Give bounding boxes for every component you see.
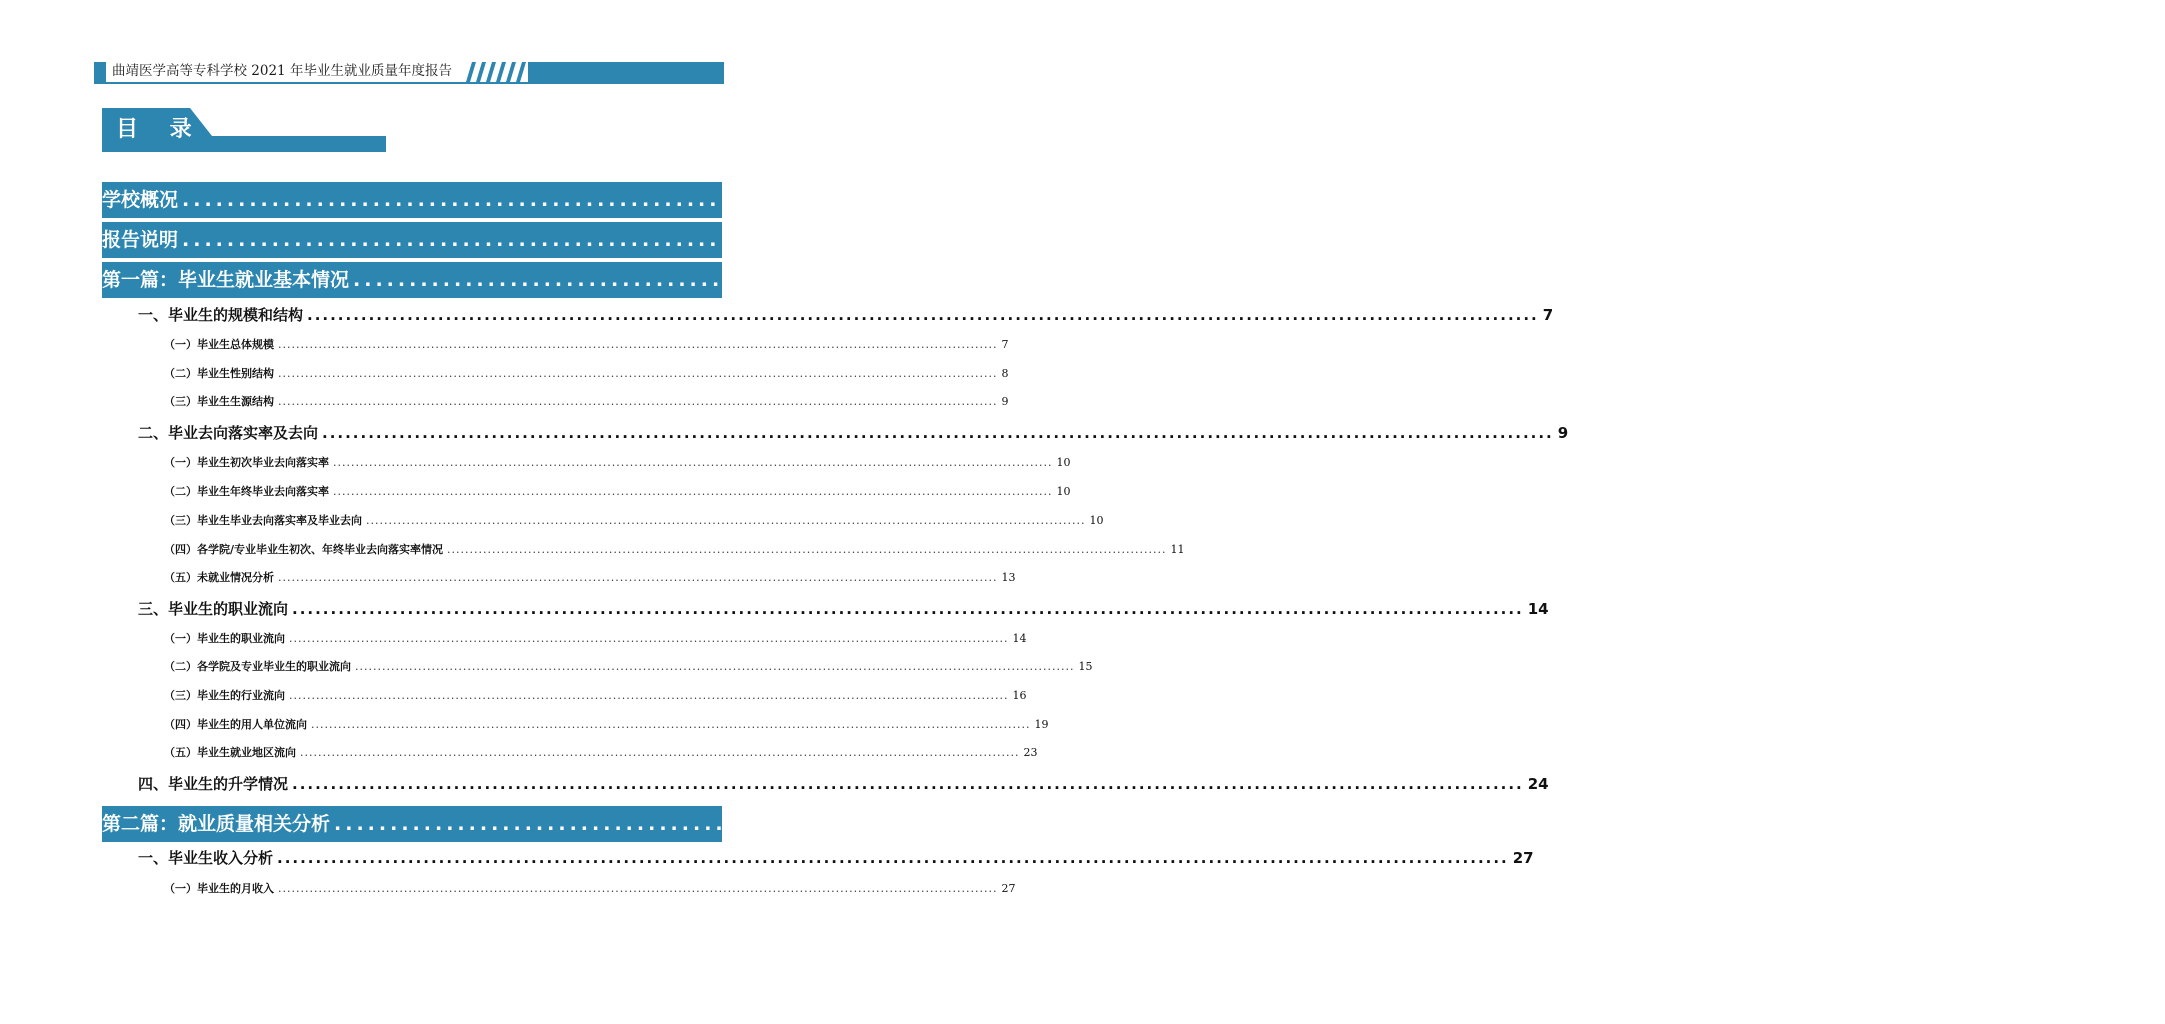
toc-page-number: 13 xyxy=(1001,571,1016,584)
toc-page-number: 1 xyxy=(1980,189,1995,211)
toc-entry-label: 四、毕业生的升学情况 xyxy=(138,775,289,793)
header-bar xyxy=(528,62,724,82)
toc-subsection-row[interactable] xyxy=(164,686,1027,706)
toc-entry-label: 二、毕业去向落实率及去向 xyxy=(138,424,319,442)
toc-title: 目 录 xyxy=(116,117,204,142)
toc-section-row[interactable] xyxy=(138,846,1534,870)
toc-leader-dots: ................................................................................................................................................................ xyxy=(334,813,2129,835)
toc-page-number: 27 xyxy=(1512,849,1534,867)
toc-leader-dots: ................................................................................................................................................................ xyxy=(353,269,2148,291)
toc-page-number: 23 xyxy=(1023,746,1038,759)
toc-entry-label: 三、毕业生的职业流向 xyxy=(138,600,289,618)
toc-leader-dots: ................................................................................................................................................................ xyxy=(311,718,1031,731)
toc-subsection-row[interactable] xyxy=(164,511,1104,531)
toc-chapter-row[interactable] xyxy=(102,806,2160,842)
toc-entry-label: （一）毕业生初次毕业去向落实率 xyxy=(164,456,329,469)
toc-page-number: 7 xyxy=(1001,338,1009,351)
header-title: 曲靖医学高等专科学校 2021 年毕业生就业质量年度报告 xyxy=(112,63,452,79)
toc-page-number: 9 xyxy=(1001,395,1009,408)
toc-leader-dots: ................................................................................................................................................................ xyxy=(292,775,1524,793)
toc-page-number: 16 xyxy=(1012,689,1027,702)
toc-chapter-row[interactable] xyxy=(102,222,1995,258)
toc-leader-dots: ................................................................................................................................................................ xyxy=(292,600,1524,618)
toc-section-row[interactable] xyxy=(138,303,1554,327)
toc-leader-dots: ................................................................................................................................................................ xyxy=(278,571,998,584)
toc-leader-dots: ................................................................................................................................................................ xyxy=(278,338,998,351)
toc-entry-label: （三）毕业生的行业流向 xyxy=(164,689,285,702)
toc-leader-dots: ................................................................................................................................................................ xyxy=(278,882,998,895)
toc-page-number: 15 xyxy=(1078,660,1093,673)
toc-leader-dots: ................................................................................................................................................................ xyxy=(366,514,1086,527)
toc-entry-label: 第二篇：就业质量相关分析 xyxy=(102,813,331,835)
toc-leader-dots: ................................................................................................................................................................ xyxy=(333,485,1053,498)
toc-entry-label: （二）毕业生年终毕业去向落实率 xyxy=(164,485,329,498)
toc-page-number: 27 xyxy=(1001,882,1016,895)
toc-subsection-row[interactable] xyxy=(164,453,1071,473)
toc-leader-dots: ................................................................................................................................................................ xyxy=(278,395,998,408)
toc-page-number: 14 xyxy=(1012,632,1027,645)
toc-leader-dots: ................................................................................................................................................................ xyxy=(278,367,998,380)
toc-subsection-row[interactable] xyxy=(164,657,1093,677)
toc-leader-dots: ................................................................................................................................................................ xyxy=(300,746,1020,759)
toc-subsection-row[interactable] xyxy=(164,392,1009,412)
toc-page-number: 7 xyxy=(2151,269,2165,291)
toc-leader-dots: ................................................................................................................................................................ xyxy=(289,632,1009,645)
toc-entry-label: 学校概况 xyxy=(102,189,179,211)
toc-subsection-row[interactable] xyxy=(164,364,1009,384)
toc-page-number: 10 xyxy=(1089,514,1104,527)
toc-entry-label: （四）毕业生的用人单位流向 xyxy=(164,718,307,731)
toc-chapter-row[interactable] xyxy=(102,182,1995,218)
toc-page-number: 24 xyxy=(1527,775,1549,793)
toc-subsection-row[interactable] xyxy=(164,743,1038,763)
toc-entry-label: （二）各学院及专业毕业生的职业流向 xyxy=(164,660,351,673)
toc-subsection-row[interactable] xyxy=(164,568,1016,588)
header-accent-block xyxy=(94,62,106,82)
toc-entry-label: （五）毕业生就业地区流向 xyxy=(164,746,296,759)
toc-subsection-row[interactable] xyxy=(164,335,1009,355)
toc-entry-label: （一）毕业生总体规模 xyxy=(164,338,274,351)
toc-leader-dots: ................................................................................................................................................................ xyxy=(277,849,1509,867)
toc-subsection-row[interactable] xyxy=(164,482,1071,502)
toc-leader-dots: ................................................................................................................................................................ xyxy=(182,229,1977,251)
toc-leader-dots: ................................................................................................................................................................ xyxy=(182,189,1977,211)
toc-entry-label: 一、毕业生收入分析 xyxy=(138,849,274,867)
toc-page-number: 27 xyxy=(2132,813,2160,835)
toc-entry-label: （三）毕业生毕业去向落实率及毕业去向 xyxy=(164,514,362,527)
toc-chapter-row[interactable] xyxy=(102,262,2165,298)
toc-leader-dots: ................................................................................................................................................................ xyxy=(307,306,1539,324)
toc-entry-label: （三）毕业生生源结构 xyxy=(164,395,274,408)
toc-entry-label: 第一篇：毕业生就业基本情况 xyxy=(102,269,350,291)
toc-subsection-row[interactable] xyxy=(164,540,1185,560)
toc-entry-label: 一、毕业生的规模和结构 xyxy=(138,306,304,324)
toc-page-number: 8 xyxy=(1001,367,1009,380)
header-rule xyxy=(94,82,724,84)
toc-page-number: 14 xyxy=(1527,600,1549,618)
toc-leader-dots: ................................................................................................................................................................ xyxy=(447,543,1167,556)
toc-page-number: 7 xyxy=(1542,306,1554,324)
toc-leader-dots: ................................................................................................................................................................ xyxy=(289,689,1009,702)
toc-entry-label: 报告说明 xyxy=(102,229,179,251)
toc-page-number: 9 xyxy=(1557,424,1569,442)
toc-page-number: 11 xyxy=(1170,543,1185,556)
toc-leader-dots: ................................................................................................................................................................ xyxy=(322,424,1554,442)
toc-entry-label: （二）毕业生性别结构 xyxy=(164,367,274,380)
toc-leader-dots: ................................................................................................................................................................ xyxy=(355,660,1075,673)
toc-entry-label: （一）毕业生的月收入 xyxy=(164,882,274,895)
toc-leader-dots: ................................................................................................................................................................ xyxy=(333,456,1053,469)
toc-subsection-row[interactable] xyxy=(164,629,1027,649)
toc-entry-label: （四）各学院/专业毕业生初次、年终毕业去向落实率情况 xyxy=(164,543,444,556)
toc-page-number: 10 xyxy=(1056,485,1071,498)
toc-page-number: 6 xyxy=(1980,229,1995,251)
toc-entry-label: （五）未就业情况分析 xyxy=(164,571,274,584)
header-slash-decoration xyxy=(462,62,526,82)
toc-page-number: 19 xyxy=(1034,718,1049,731)
toc-section-row[interactable] xyxy=(138,772,1549,796)
toc-section-row[interactable] xyxy=(138,421,1569,445)
toc-subsection-row[interactable] xyxy=(164,879,1016,899)
toc-section-row[interactable] xyxy=(138,597,1549,621)
toc-page-number: 10 xyxy=(1056,456,1071,469)
toc-entry-label: （一）毕业生的职业流向 xyxy=(164,632,285,645)
toc-subsection-row[interactable] xyxy=(164,715,1049,735)
